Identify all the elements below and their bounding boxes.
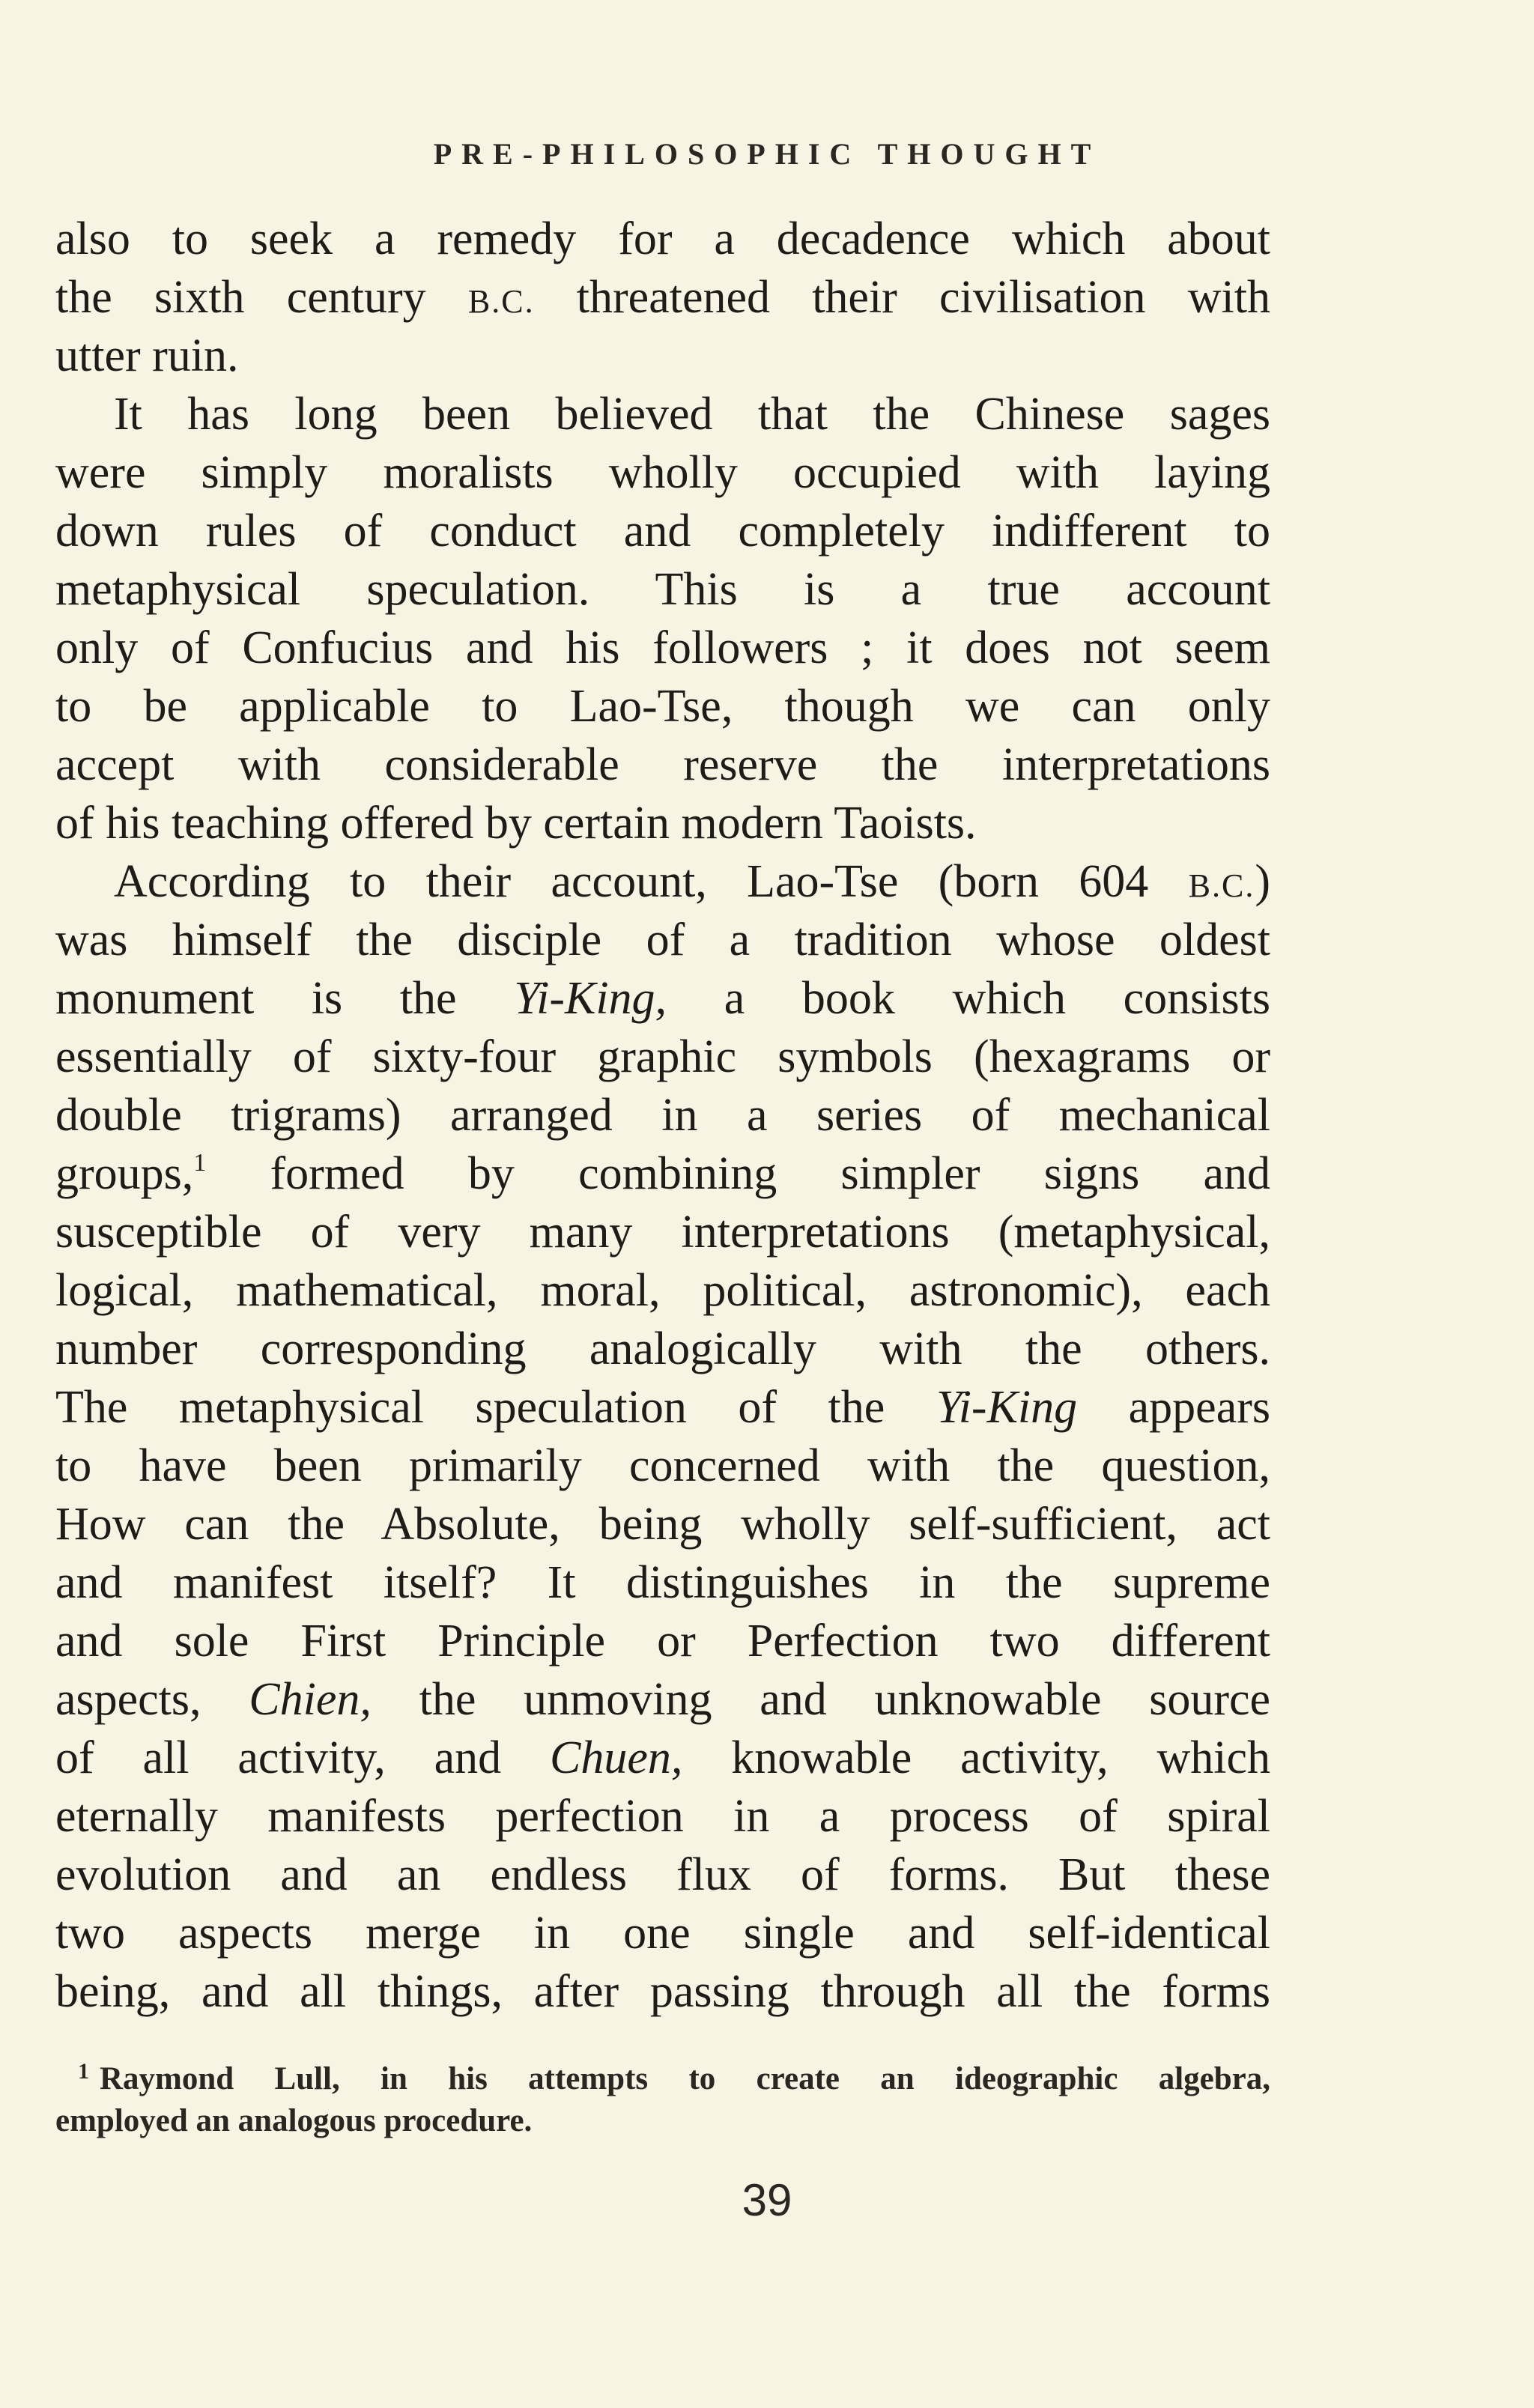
- footnote-marker: 1: [78, 2059, 89, 2084]
- text-line: and manifest itself? It distinguishes in the supreme: [55, 1557, 1270, 1608]
- text-line: number corresponding analogically with the others.: [55, 1323, 1270, 1374]
- text-line: of his teaching offered by certain modern Taoists.: [55, 798, 977, 849]
- text-line: It has long been believed that the Chinese sages: [114, 389, 1270, 440]
- text-line: was himself the disciple of a tradition whose oldest: [55, 915, 1270, 965]
- small-caps-text: B.C.: [1188, 867, 1255, 904]
- body-text: [55, 210, 1270, 2021]
- page-number: 39: [742, 2175, 792, 2225]
- text-line: logical, mathematical, moral, political, astronomic), each: [55, 1265, 1270, 1316]
- text-line: monument is the Yi-King, a book which consists: [55, 973, 1271, 1024]
- text-line: of all activity, and Chuen, knowable activity, which: [55, 1732, 1270, 1783]
- text-line: How can the Absolute, being wholly self-sufficient, act: [55, 1499, 1270, 1550]
- italic-term: Yi-King: [936, 1382, 1078, 1433]
- text-line: to have been primarily concerned with the question,: [55, 1440, 1270, 1491]
- text-line: The metaphysical speculation of the Yi-King appears: [55, 1382, 1270, 1433]
- footnote-line: employed an analogous procedure.: [55, 2103, 533, 2138]
- text-line: essentially of sixty-four graphic symbols (hexagrams or: [55, 1031, 1270, 1082]
- text-line: eternally manifests perfection in a process of spiral: [55, 1791, 1270, 1842]
- text-line: evolution and an endless flux of forms. But these: [55, 1849, 1270, 1900]
- text-line: groups,$^1$ formed by combining simpler signs and: [55, 1148, 1270, 1199]
- text-line: being, and all things, after passing through all the forms: [55, 1966, 1270, 2017]
- text-line: also to seek a remedy for a decadence which about: [55, 213, 1270, 264]
- running-head: PRE-PHILOSOPHIC THOUGHT: [433, 137, 1101, 171]
- text-line: aspects, Chien, the unmoving and unknowable source: [55, 1674, 1271, 1725]
- italic-term: Yi-King,: [514, 973, 667, 1024]
- footnote: [55, 2058, 1270, 2142]
- text-line: utter ruin.: [55, 330, 239, 381]
- text-line: down rules of conduct and completely indifferent to: [55, 506, 1270, 556]
- text-line: metaphysical speculation. This is a true account: [55, 564, 1270, 615]
- footnote-reference: 1: [193, 1149, 207, 1177]
- text-line: susceptible of very many interpretations (metaphysical,: [55, 1207, 1270, 1258]
- italic-term: Chien,: [249, 1674, 372, 1725]
- text-line: to be applicable to Lao-Tse, though we can only: [55, 681, 1270, 732]
- text-line: the sixth century B.C. threatened their civilisation with: [55, 272, 1270, 323]
- small-caps-text: B.C.: [467, 283, 535, 320]
- footnote-line: [55, 2058, 1270, 2100]
- footnote-text: Raymond Lull, in his attempts to create an ideographic algebra,: [100, 2061, 1270, 2096]
- text-line: According to their account, Lao-Tse (born 604 B.C.): [114, 856, 1270, 907]
- italic-term: Chuen,: [550, 1732, 683, 1783]
- text-line: accept with considerable reserve the interpretations: [55, 739, 1270, 790]
- text-line: only of Confucius and his followers ; it does not seem: [55, 622, 1270, 673]
- text-line: double trigrams) arranged in a series of mechanical: [55, 1090, 1270, 1141]
- text-line: were simply moralists wholly occupied with laying: [55, 447, 1270, 498]
- text-line: and sole First Principle or Perfection two different: [55, 1616, 1270, 1667]
- text-line: two aspects merge in one single and self-identical: [55, 1908, 1270, 1959]
